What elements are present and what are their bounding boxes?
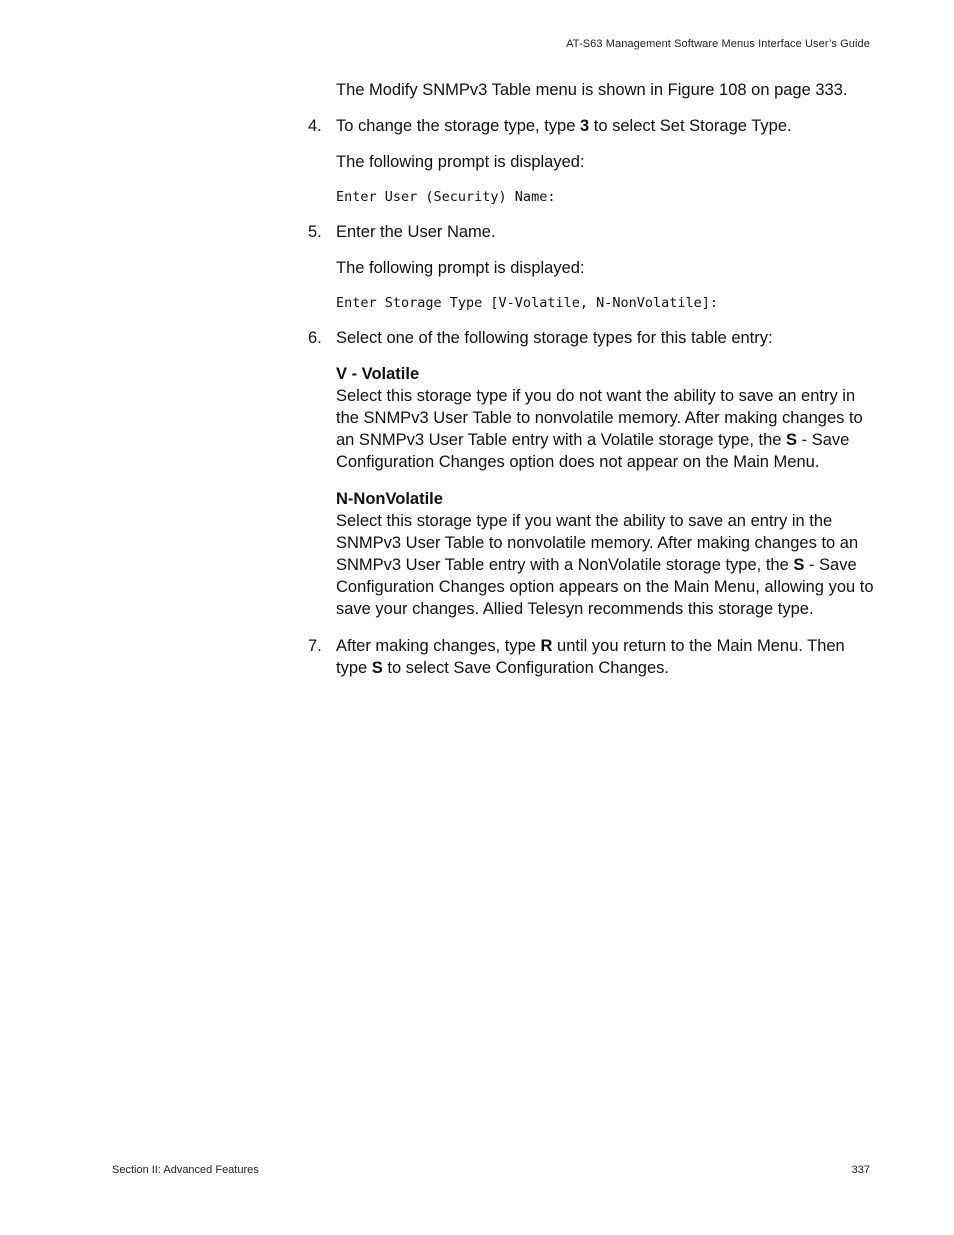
code-prompt-user-name: Enter User (Security) Name: [336,189,556,205]
prompt-intro: The following prompt is displayed: [336,259,585,277]
step-number: 6. [308,329,322,347]
step-number: 7. [308,637,322,655]
key-label: S [786,431,798,449]
step-text: to select Save Configuration Changes. [382,659,669,677]
intro-paragraph: The Modify SNMPv3 Table menu is shown in Figure 108 on page 333. [336,81,848,99]
option-term-nonvolatile: N-NonVolatile [336,490,443,508]
step-4 [308,115,874,137]
step-text: until you return to the Main Menu. Then type [336,637,845,677]
key-label: R [540,637,553,655]
key-label: 3 [580,117,590,135]
prompt-intro: The following prompt is displayed: [336,153,585,171]
running-header: AT-S63 Management Software Menus Interface User’s Guide [566,38,870,50]
page-body [308,79,874,693]
step-7 [308,635,874,679]
step-number: 4. [308,117,322,135]
step-text: to select Set Storage Type. [589,117,792,135]
footer-section: Section II: Advanced Features [112,1164,259,1176]
option-desc-nonvolatile [308,510,874,620]
desc-text: Select this storage type if you want the ability to save an entry in the SNMPv3 User Table to nonvolatile memory. After making changes to an SNMPv3 User Table entry with a NonVolatile storage type, the [336,512,859,574]
step-number: 5. [308,223,322,241]
step-6 [308,327,874,349]
code-prompt-storage-type: Enter Storage Type [V-Volatile, N-NonVolatile]: [336,295,719,311]
page-number: 337 [851,1164,870,1176]
desc-text: - Save Configuration Changes option does not appear on the Main Menu. [336,431,850,471]
desc-text: - Save Configuration Changes option appears on the Main Menu, allowing you to save your changes. Allied Telesyn recommends this storage type. [336,556,874,618]
step-text: After making changes, type [336,637,541,655]
key-label: S [371,659,383,677]
step-5 [308,221,874,243]
step-text: To change the storage type, type [336,117,580,135]
option-term-volatile: V - Volatile [336,365,420,383]
step-text: Select one of the following storage types for this table entry: [336,329,773,347]
step-text: Enter the User Name. [336,223,496,241]
key-label: S [793,556,805,574]
desc-text: Select this storage type if you do not want the ability to save an entry in the SNMPv3 User Table to nonvolatile memory. After making changes to an SNMPv3 User Table entry with a Volatile storage type, the [336,387,863,449]
option-desc-volatile [308,385,874,473]
